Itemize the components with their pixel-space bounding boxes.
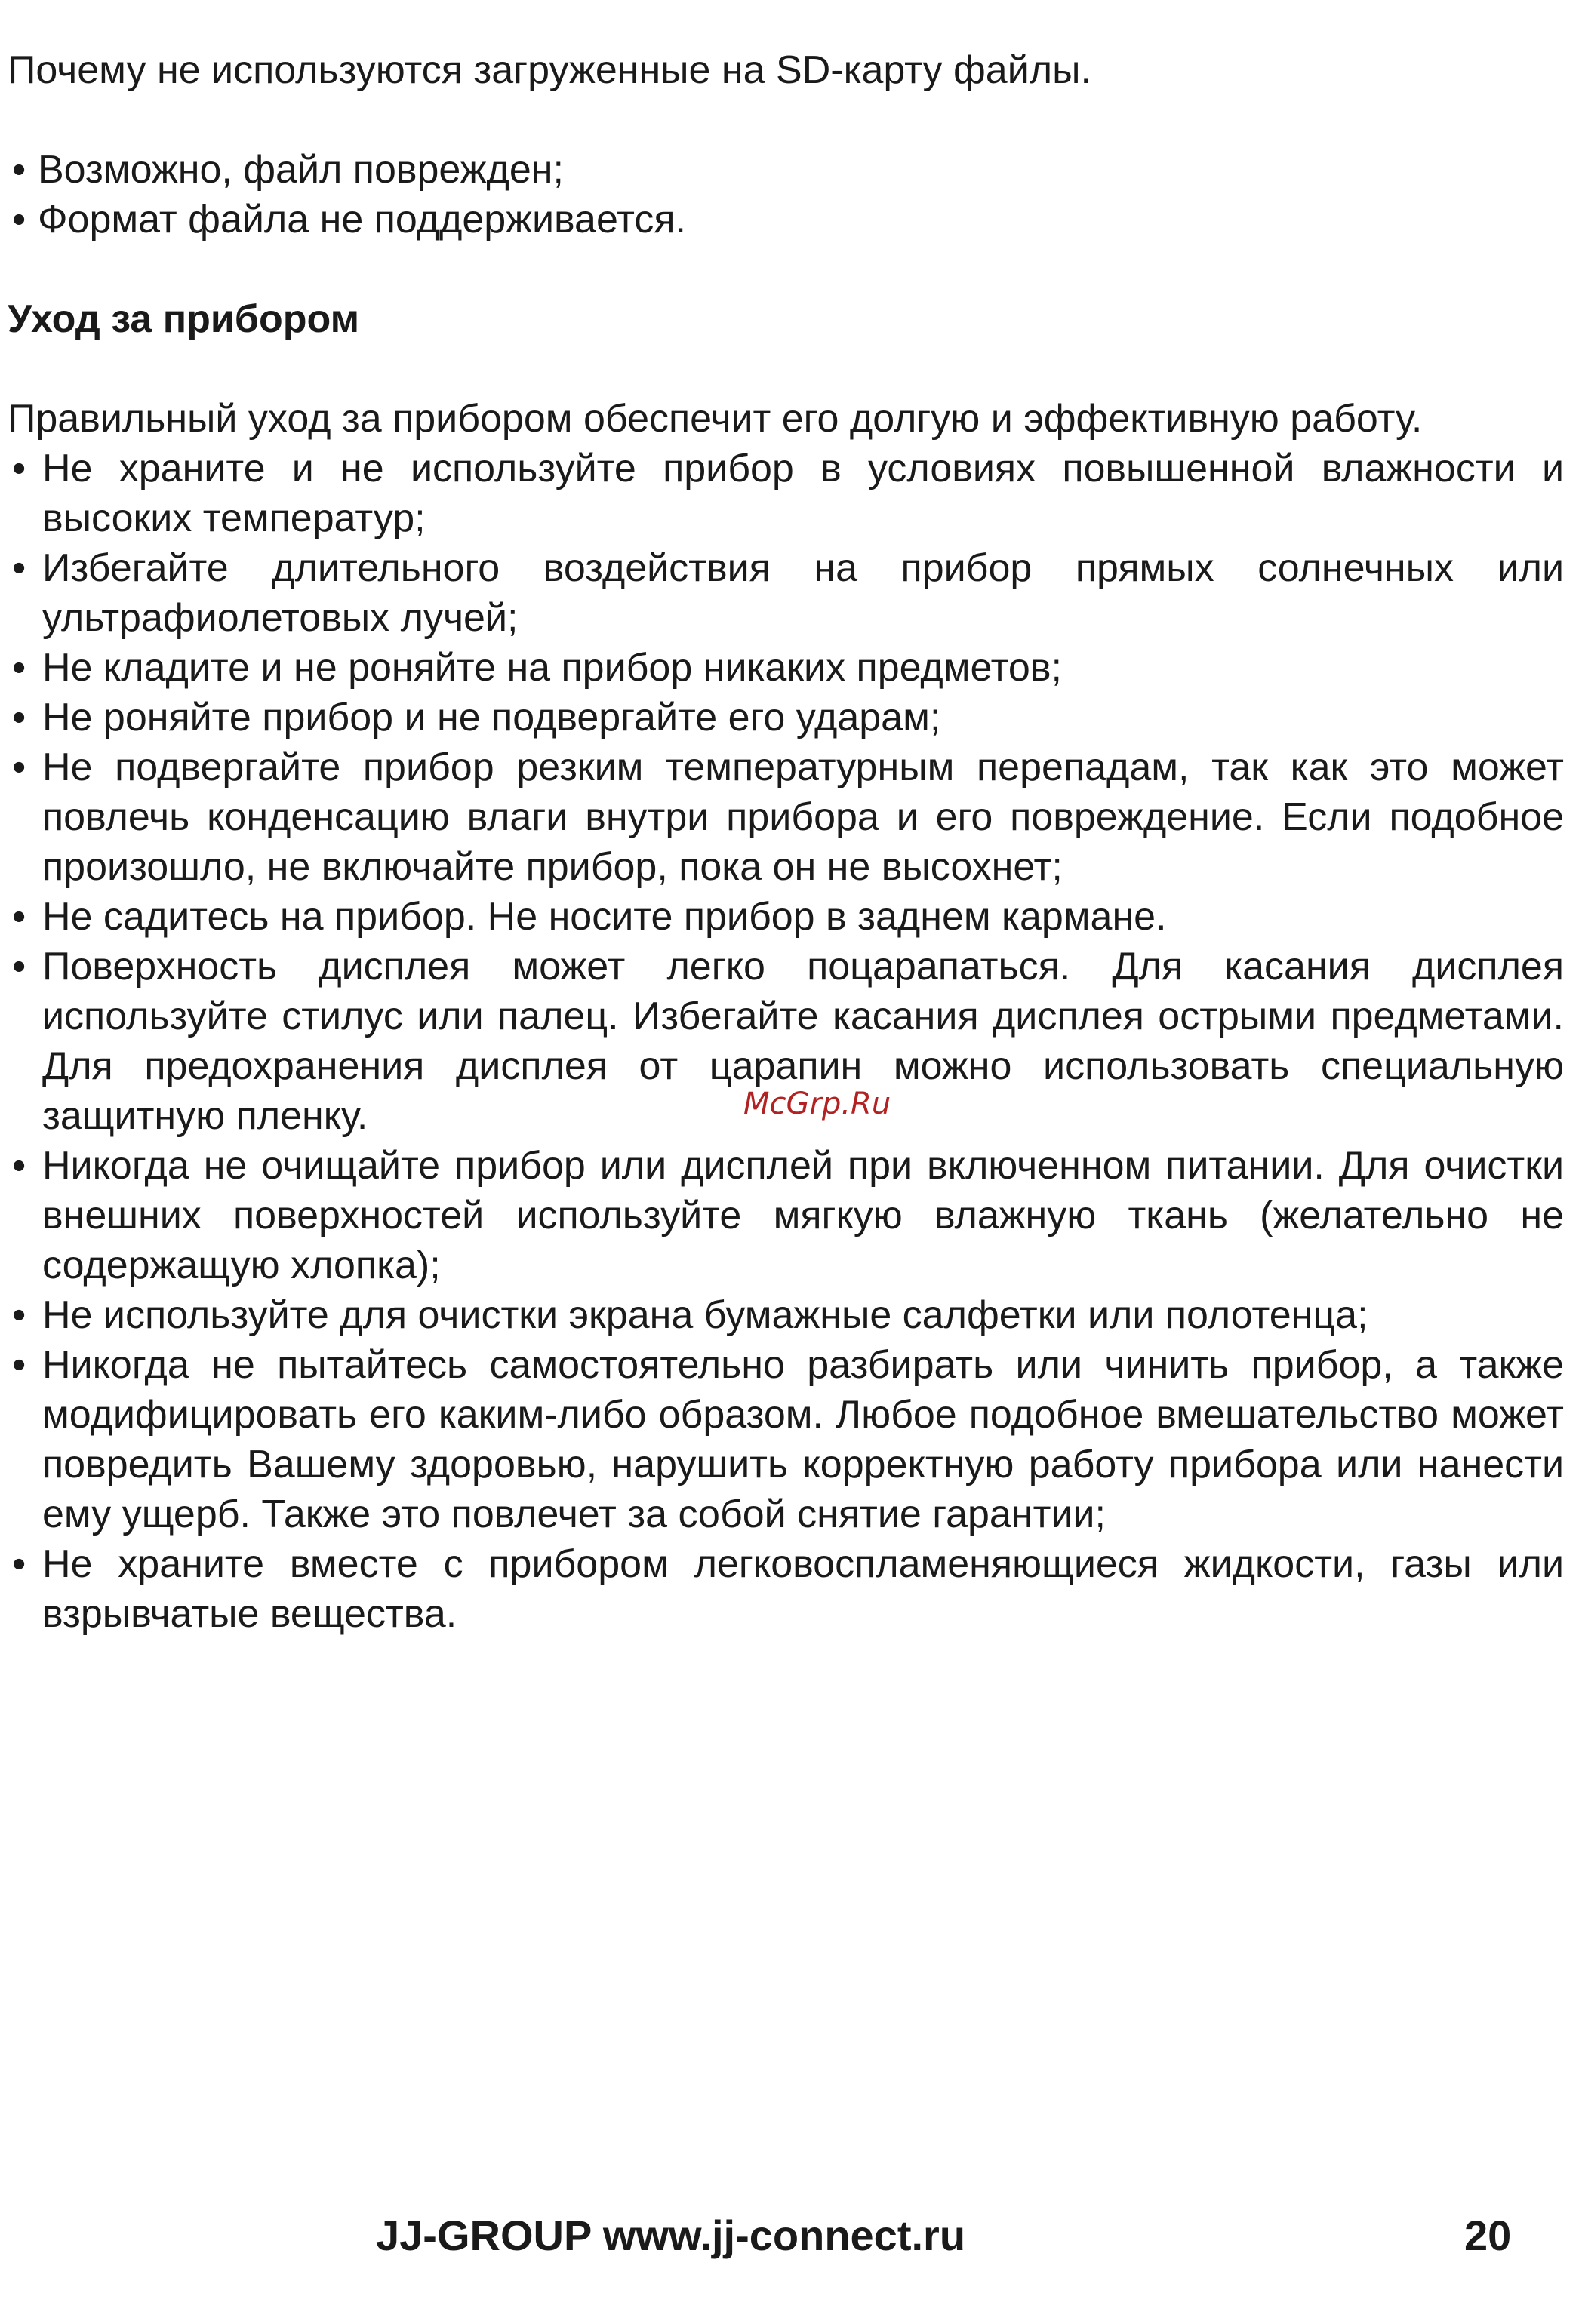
- sd-question: Почему не используются загруженные на SD-карту файлы.: [8, 48, 1091, 92]
- list-item-text: Избегайте длительного воздействия на прибор прямых солнечных или ультрафиолетовых лучей;: [42, 546, 1564, 640]
- list-item-text: Не роняйте прибор и не подвергайте его ударам;: [42, 696, 941, 739]
- sd-reasons-list: [8, 145, 1564, 244]
- bullet-icon: •: [12, 895, 26, 939]
- list-item: [8, 1290, 1564, 1340]
- list-item: [8, 1141, 1564, 1290]
- page-footer: [0, 2211, 1582, 2271]
- list-item: [8, 643, 1564, 693]
- bullet-icon: •: [12, 1542, 26, 1586]
- bullet-icon: •: [12, 447, 26, 490]
- bullet-icon: •: [12, 546, 26, 590]
- list-item-text: Не используйте для очистки экрана бумажные салфетки или полотенца;: [42, 1293, 1368, 1337]
- bullet-icon: •: [12, 945, 26, 988]
- care-intro: Правильный уход за прибором обеспечит его долгую и эффективную работу.: [8, 397, 1423, 441]
- list-item-text: Не кладите и не роняйте на прибор никаких предметов;: [42, 646, 1062, 690]
- list-item-text: Возможно, файл поврежден;: [38, 148, 564, 192]
- footer-brand: JJ-GROUP www.jj-connect.ru: [376, 2212, 966, 2259]
- bullet-icon: •: [12, 198, 26, 241]
- section-title: Уход за прибором: [8, 297, 360, 341]
- bullet-icon: •: [12, 1343, 26, 1387]
- list-item-text: Не подвергайте прибор резким температурным перепадам, так как это может повлечь конденсацию влаги внутри прибора и его повреждение. Если подобное произошло, не включайте прибор, пока он не высохнет;: [42, 745, 1564, 889]
- bullet-icon: •: [12, 1144, 26, 1188]
- list-item: [8, 693, 1564, 742]
- document-body: [8, 45, 1564, 1639]
- list-item: [8, 1340, 1564, 1539]
- list-item: [8, 892, 1564, 942]
- list-item: [8, 145, 1564, 195]
- list-item-text: Не храните и не используйте прибор в условиях повышенной влажности и высоких температур;: [42, 447, 1564, 540]
- list-item: [8, 444, 1564, 543]
- list-item-text: Не садитесь на прибор. Не носите прибор в заднем кармане.: [42, 895, 1167, 939]
- list-item-text: Поверхность дисплея может легко поцарапаться. Для касания дисплея используйте стилус или палец. Избегайте касания дисплея острыми предметами. Для предохранения дисплея от царапин можно использовать специальную защитную пленку.: [42, 945, 1564, 1138]
- page-number: 20: [1464, 2212, 1512, 2259]
- list-item: [8, 742, 1564, 892]
- list-item: [8, 195, 1564, 244]
- bullet-icon: •: [12, 745, 26, 789]
- list-item: [8, 543, 1564, 643]
- list-item-text: Не храните вместе с прибором легковоспламеняющиеся жидкости, газы или взрывчатые вещества.: [42, 1542, 1564, 1636]
- bullet-icon: •: [12, 148, 26, 192]
- list-item-text: Никогда не пытайтесь самостоятельно разбирать или чинить прибор, а также модифицировать его каким-либо образом. Любое подобное вмешательство может повредить Вашему здоровью, нарушить корректную работу прибора или нанести ему ущерб. Также это повлечет за собой снятие гарантии;: [42, 1343, 1564, 1536]
- bullet-icon: •: [12, 1293, 26, 1337]
- bullet-icon: •: [12, 646, 26, 690]
- list-item-text: Никогда не очищайте прибор или дисплей при включенном питании. Для очистки внешних поверхностей используйте мягкую влажную ткань (желательно не содержащую хлопка);: [42, 1144, 1564, 1287]
- list-item-text: Формат файла не поддерживается.: [38, 198, 686, 241]
- bullet-icon: •: [12, 696, 26, 739]
- watermark: McGrp.Ru: [743, 1087, 891, 1121]
- list-item: [8, 1539, 1564, 1639]
- care-list: [8, 444, 1564, 1639]
